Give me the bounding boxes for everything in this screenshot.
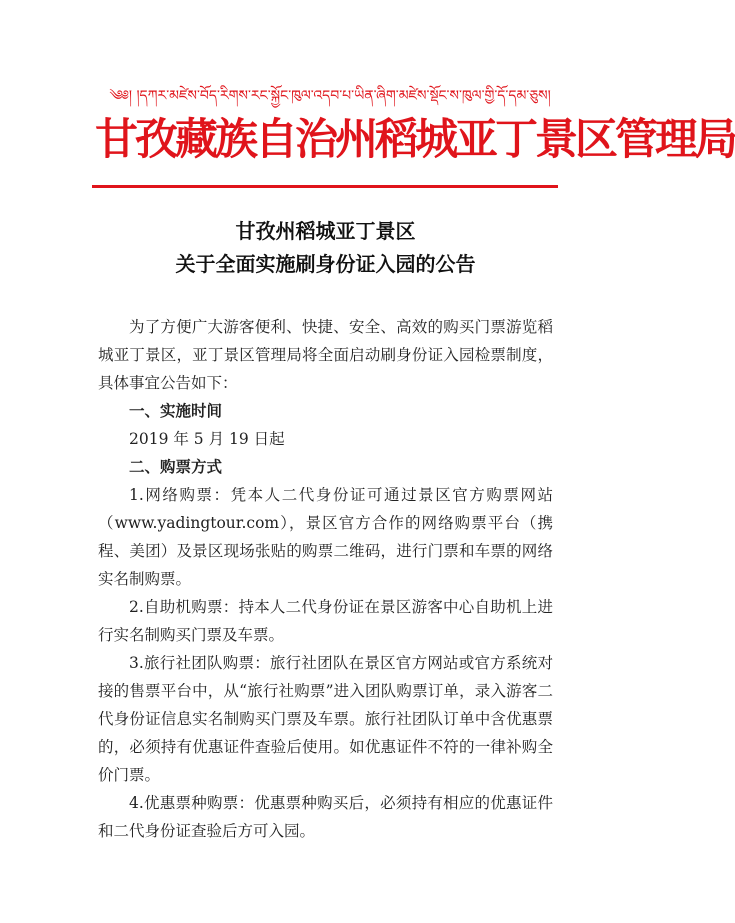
header-divider: [92, 185, 558, 188]
section1-heading: 一、实施时间: [129, 401, 223, 420]
notice-title-line2: 关于全面实施刷身份证入园的公告: [175, 252, 476, 276]
section1-text: 2019 年 5 月 19 日起: [129, 430, 285, 448]
item-discount-purchase: 4.优惠票种购票：优惠票种购买后，必须持有相应的优惠证件和二代身份证查验后方可入园。: [98, 794, 553, 840]
header-title: 甘孜藏族自治州稻城亚丁景区管理局: [95, 115, 735, 165]
section2-heading: 二、购票方式: [129, 457, 223, 476]
notice-body: [98, 313, 553, 845]
item-travel-agency-purchase: 3.旅行社团队购票：旅行社团队在景区官方网站或官方系统对接的售票平台中，从“旅行社购票”进入团队购票订单，录入游客二代身份证信息实名制购买门票及车票。旅行社团队订单中含优惠票的，必须持有优惠证件查验后使用。如优惠证件不符的一律补购全价门票。: [98, 654, 553, 784]
item-online-purchase: 1.网络购票：凭本人二代身份证可通过景区官方购票网站（www.yadingtour.com），景区官方合作的网络购票平台（携程、美团）及景区现场张贴的购票二维码，进行门票和车票的网络实名制购票。: [98, 486, 553, 588]
header-tibetan-text: ༄༅། །དཀར་མཛེས་བོད་རིགས་རང་སྐྱོང་ཁུལ་འདབ་པ་ཡིན་ཞིག་མཛེས་སྡོང་ས་ཁུལ་གྱི་དོ་དམ་ཅུས།: [109, 88, 551, 104]
item-self-service-purchase: 2.自助机购票：持本人二代身份证在景区游客中心自助机上进行实名制购买门票及车票。: [98, 598, 553, 644]
notice-title-line1: 甘孜州稻城亚丁景区: [235, 219, 416, 243]
intro-paragraph: 为了方便广大游客便利、快捷、安全、高效的购买门票游览稻城亚丁景区，亚丁景区管理局将全面启动刷身份证入园检票制度，具体事宜公告如下：: [98, 318, 553, 392]
